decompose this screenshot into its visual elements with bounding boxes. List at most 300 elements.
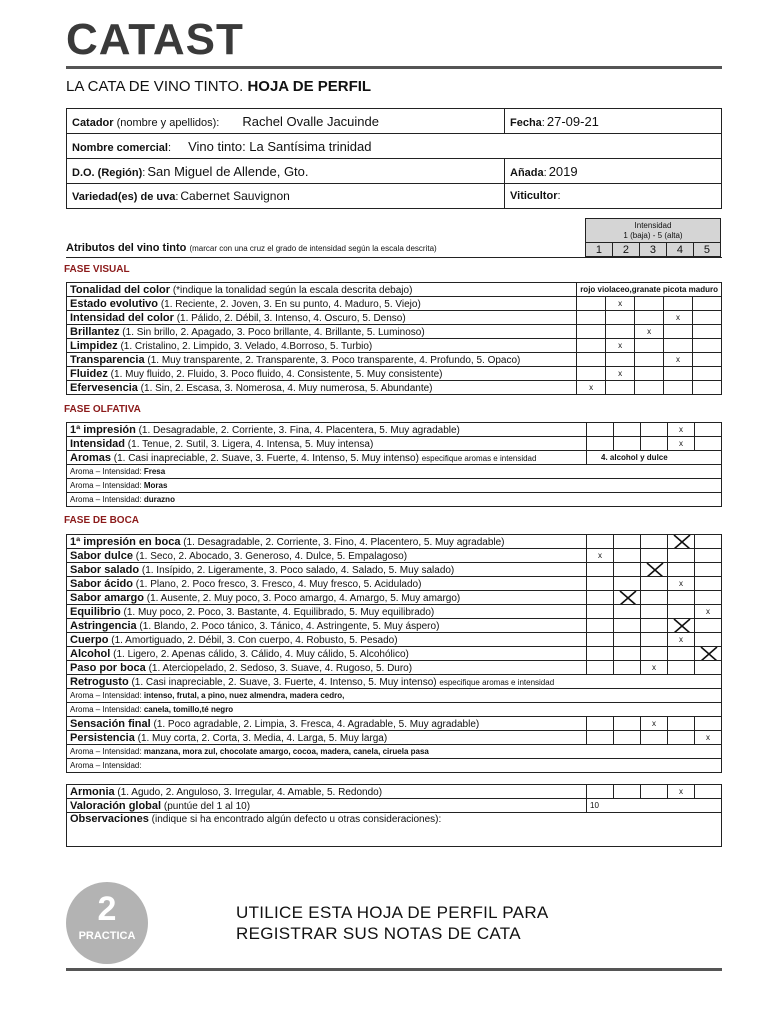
intensity-cell-5[interactable] — [695, 605, 722, 619]
intensity-col-3: 3 — [639, 243, 666, 257]
cross-mark: x — [679, 439, 683, 448]
attribute-row — [67, 661, 722, 675]
aroma-row — [67, 703, 722, 717]
attribute-label: Equilibrio — [70, 605, 121, 618]
anada-label: Añada — [510, 166, 544, 179]
attribute-row — [67, 563, 722, 577]
intensity-cell-1[interactable] — [577, 325, 606, 339]
intensity-cell-3[interactable] — [635, 367, 664, 381]
attribute-label: Brillantez — [70, 325, 120, 338]
intensity-cell-1[interactable] — [577, 297, 606, 311]
intensity-cell-2[interactable] — [606, 297, 635, 311]
valoracion-scale: (puntúe del 1 al 10) — [163, 800, 251, 812]
intensity-cell-3[interactable] — [641, 437, 668, 451]
intensity-cell-3[interactable] — [641, 591, 668, 605]
aroma-prefix: Aroma – Intensidad: — [70, 747, 142, 756]
aroma-row — [67, 479, 722, 493]
retrogusto-row — [67, 675, 722, 689]
attribute-label: Sensación final — [70, 717, 151, 730]
intensity-cell-4[interactable] — [668, 535, 695, 549]
cross-mark: x — [706, 733, 710, 742]
attribute-scale: (1. Pálido, 2. Débil, 3. Intenso, 4. Oscuro, 5. Denso) — [176, 312, 406, 324]
attribute-description — [67, 633, 587, 647]
intensity-cell-3[interactable] — [641, 605, 668, 619]
intensity-cell-5[interactable] — [695, 549, 722, 563]
attribute-label: Alcohol — [70, 647, 111, 660]
intensity-cell-4[interactable] — [668, 563, 695, 577]
intensity-cell-2[interactable] — [614, 563, 641, 577]
cross-mark: x — [706, 607, 710, 616]
intensity-cell-1[interactable] — [587, 535, 614, 549]
cross-mark: x — [618, 341, 623, 350]
intensity-cell-2[interactable] — [614, 647, 641, 661]
nombre-cell[interactable]: Nombre comercial: Vino tinto: La Santísima trinidad — [67, 134, 722, 159]
intensity-cell-1[interactable] — [587, 591, 614, 605]
intensity-cell-5[interactable] — [695, 591, 722, 605]
title-regular: LA CATA DE VINO TINTO. — [66, 78, 244, 95]
intensity-cell-3[interactable] — [641, 731, 668, 745]
footer-line-2: REGISTRAR SUS NOTAS DE CATA — [236, 924, 521, 943]
intensity-cell-2[interactable] — [614, 619, 641, 633]
intensity-cell-2[interactable] — [614, 633, 641, 647]
variedad-value: Cabernet Sauvignon — [180, 189, 290, 203]
attribute-description — [67, 647, 587, 661]
attribute-row — [67, 353, 722, 367]
intensity-cell-1[interactable] — [587, 647, 614, 661]
intensity-cell-3[interactable] — [641, 661, 668, 675]
big-cross-mark-icon — [672, 619, 692, 633]
attribute-row — [67, 605, 722, 619]
intensity-cell-5[interactable] — [695, 619, 722, 633]
intensity-cell-5[interactable] — [695, 423, 722, 437]
intensity-cell-4[interactable] — [668, 605, 695, 619]
intensity-cell-3[interactable] — [635, 297, 664, 311]
catador-label: Catador — [72, 116, 114, 129]
intensity-cell-4[interactable] — [668, 577, 695, 591]
valoracion-value[interactable]: 10 — [587, 799, 722, 813]
intensity-title: Intensidad — [634, 220, 672, 230]
anada-value: 2019 — [548, 163, 578, 179]
intensity-cell-1[interactable] — [587, 717, 614, 731]
intensity-cell-1[interactable] — [587, 661, 614, 675]
intensity-cell-1[interactable] — [587, 549, 614, 563]
attribute-description — [67, 437, 587, 451]
intensity-cell-2[interactable] — [606, 311, 635, 325]
attribute-note: especifique aromas e intensidad — [421, 453, 537, 463]
intensity-col-4: 4 — [666, 243, 693, 257]
intensity-cell-4[interactable] — [668, 423, 695, 437]
observaciones-row — [67, 813, 722, 847]
do-value: San Miguel de Allende, Gto. — [147, 163, 309, 179]
variedad-label: Variedad(es) de uva — [72, 191, 176, 203]
cross-mark: x — [618, 369, 623, 378]
attribute-label: Tonalidad del color — [70, 283, 171, 296]
intensity-cell-2[interactable] — [614, 591, 641, 605]
attribute-scale: (1. Reciente, 2. Joven, 3. En su punto, 4. Maduro, 5. Viejo) — [160, 298, 421, 310]
attribute-scale: (1. Tenue, 2. Sutil, 3. Ligera, 4. Intensa, 5. Muy intensa) — [127, 438, 374, 450]
aroma-value: intenso, frutal, a pino, nuez almendra, madera cedro, — [143, 691, 345, 700]
attribute-row — [67, 647, 722, 661]
intensity-cell-3[interactable] — [635, 381, 664, 395]
attribute-scale: (1. Agudo, 2. Anguloso, 3. Irregular, 4. Amable, 5. Redondo) — [117, 786, 383, 798]
intensity-cell-1[interactable] — [587, 423, 614, 437]
intensity-cell-5[interactable] — [695, 661, 722, 675]
attribute-scale: (*indique la tonalidad según la escala descrita debajo) — [172, 284, 413, 296]
attribute-description — [67, 535, 587, 549]
attribute-row — [67, 549, 722, 563]
intensity-cell-2[interactable] — [614, 785, 641, 799]
visual-table — [66, 282, 722, 395]
cross-mark: x — [652, 663, 656, 672]
fecha-cell[interactable]: Fecha: 27-09-21 — [505, 109, 722, 134]
attribute-row — [67, 717, 722, 731]
attribute-scale: (1. Ausente, 2. Muy poco, 3. Poco amargo, 4. Amargo, 5. Muy amargo) — [146, 592, 461, 604]
attribute-row — [67, 381, 722, 395]
intensity-cell-5[interactable] — [695, 535, 722, 549]
catador-cell[interactable] — [67, 109, 505, 134]
intensity-cell-5[interactable] — [695, 731, 722, 745]
attribute-description — [67, 785, 587, 799]
intensity-cell-3[interactable] — [641, 785, 668, 799]
intensity-cell-5[interactable] — [695, 647, 722, 661]
attribute-label: Persistencia — [70, 731, 135, 744]
cross-mark: x — [598, 551, 602, 560]
attribute-scale: (1. Ligero, 2. Apenas cálido, 3. Cálido, 4. Muy cálido, 5. Alcohólico) — [113, 648, 409, 660]
valoracion-row — [67, 799, 722, 813]
attribute-description — [67, 451, 587, 465]
cross-mark: x — [618, 299, 623, 308]
do-cell[interactable]: D.O. (Región): San Miguel de Allende, Gto. — [67, 159, 505, 184]
catador-sublabel: (nombre y apellidos): — [116, 116, 220, 129]
intensity-cell-4[interactable] — [668, 717, 695, 731]
attribute-description — [67, 605, 587, 619]
attribute-description — [67, 423, 587, 437]
intensity-cell-5[interactable] — [693, 339, 722, 353]
retrogusto-cell[interactable] — [67, 675, 722, 689]
valoracion-description — [67, 799, 587, 813]
intensity-cell-5[interactable] — [693, 367, 722, 381]
aroma-cell[interactable] — [67, 745, 722, 759]
attribute-description — [67, 311, 577, 325]
attribute-row — [67, 339, 722, 353]
intensity-cell-3[interactable] — [635, 325, 664, 339]
intensity-cell-2[interactable] — [614, 731, 641, 745]
intensity-cell-3[interactable] — [641, 535, 668, 549]
attribute-label: Efervesencia — [70, 381, 138, 394]
retrogusto-note: especifique aromas e intensidad — [439, 677, 555, 687]
attribute-description — [67, 661, 587, 675]
intensity-cell-4[interactable] — [668, 591, 695, 605]
attribute-row — [67, 367, 722, 381]
attribute-scale: (1. Muy corta, 2. Corta, 3. Media, 4. Larga, 5. Muy larga) — [137, 732, 388, 744]
intensity-cell-5[interactable] — [695, 437, 722, 451]
phase-olfativa: FASE OLFATIVA — [64, 404, 141, 415]
intensity-cell-5[interactable] — [695, 577, 722, 591]
attribute-label: 1ª impresión — [70, 423, 136, 436]
intensity-cell-4[interactable] — [668, 619, 695, 633]
intensity-cell-4[interactable] — [664, 311, 693, 325]
intensity-col-5: 5 — [693, 243, 720, 257]
attribute-scale: (1. Seco, 2. Abocado, 3. Generoso, 4. Dulce, 5. Empalagoso) — [135, 550, 408, 562]
cross-mark: x — [647, 327, 652, 336]
attribute-row — [67, 437, 722, 451]
attribute-row — [67, 785, 722, 799]
attribute-label: Limpidez — [70, 339, 118, 352]
attribute-label: Paso por boca — [70, 661, 146, 674]
attribute-scale: (1. Muy fluido, 2. Fluido, 3. Poco fluido, 4. Consistente, 5. Muy consistente) — [110, 368, 443, 380]
big-cross-mark-icon — [672, 535, 692, 549]
intensity-cell-5[interactable] — [695, 717, 722, 731]
intensity-cell-3[interactable] — [641, 423, 668, 437]
intensity-cell-4[interactable] — [668, 785, 695, 799]
big-cross-mark-icon — [618, 591, 638, 605]
attribute-row — [67, 423, 722, 437]
intensity-cell-1[interactable] — [587, 731, 614, 745]
intensity-cell-3[interactable] — [641, 633, 668, 647]
attribute-label: Intensidad — [70, 437, 126, 450]
attribute-label: Sabor salado — [70, 563, 140, 576]
intensity-cell-1[interactable] — [587, 437, 614, 451]
intensity-cell-4[interactable] — [664, 325, 693, 339]
intensity-cell-2[interactable] — [614, 423, 641, 437]
intensity-cell-5[interactable] — [693, 297, 722, 311]
intensity-cell-2[interactable] — [614, 661, 641, 675]
intensity-cell-3[interactable] — [641, 647, 668, 661]
attribute-scale: (1. Amortiguado, 2. Débil, 3. Con cuerpo, 4. Robusto, 5. Pesado) — [111, 634, 398, 646]
intensity-cell-4[interactable] — [664, 381, 693, 395]
intensity-cell-3[interactable] — [635, 339, 664, 353]
intensity-cell-1[interactable] — [587, 619, 614, 633]
attribute-scale: (1. Muy poco, 2. Poco, 3. Bastante, 4. Equilibrado, 5. Muy equilibrado) — [123, 606, 435, 618]
attribute-label: 1ª impresión en boca — [70, 535, 181, 548]
intensity-cell-1[interactable] — [587, 633, 614, 647]
aroma-value: canela, tomillo,té negro — [143, 705, 234, 714]
intensity-cell-4[interactable] — [668, 661, 695, 675]
intensity-cell-5[interactable] — [693, 381, 722, 395]
cross-mark: x — [679, 425, 683, 434]
intensity-cell-4[interactable] — [664, 339, 693, 353]
intensity-cell-3[interactable] — [641, 717, 668, 731]
intensity-cell-1[interactable] — [587, 577, 614, 591]
intensity-cell-1[interactable] — [577, 367, 606, 381]
attribute-scale: (1. Desagradable, 2. Corriente, 3. Fina, 4. Placentera, 5. Muy agradable) — [138, 424, 460, 436]
fecha-value: 27-09-21 — [546, 113, 599, 129]
intensity-cell-5[interactable] — [693, 353, 722, 367]
aroma-cell[interactable] — [67, 493, 722, 507]
cross-mark: x — [652, 719, 656, 728]
intensity-cell-5[interactable] — [695, 563, 722, 577]
intensity-cell-4[interactable] — [668, 731, 695, 745]
attribute-description — [67, 297, 577, 311]
intensity-cell-5[interactable] — [693, 325, 722, 339]
attribute-row — [67, 297, 722, 311]
intensity-cell-5[interactable] — [695, 633, 722, 647]
aroma-row — [67, 759, 722, 773]
intensity-cell-5[interactable] — [693, 311, 722, 325]
intensity-cell-4[interactable] — [668, 633, 695, 647]
attribute-description — [67, 353, 577, 367]
aroma-prefix: Aroma – Intensidad: — [70, 467, 142, 476]
attribute-row — [67, 283, 722, 297]
aroma-value: Moras — [143, 481, 168, 490]
observaciones-label: Observaciones — [70, 813, 149, 825]
intensity-cell-1[interactable] — [577, 353, 606, 367]
big-cross-mark-icon — [645, 563, 665, 577]
observaciones-scale: (indique si ha encontrado algún defecto u otras consideraciones): — [151, 814, 442, 825]
attribute-scale: (1. Casi inapreciable, 2. Suave, 3. Fuerte, 4. Intenso, 5. Muy intenso) — [113, 452, 419, 464]
attribute-row — [67, 731, 722, 745]
intensity-cell-3[interactable] — [635, 353, 664, 367]
cross-mark: x — [676, 355, 681, 364]
attribute-description — [67, 563, 587, 577]
attribute-row — [67, 591, 722, 605]
bottom-divider — [66, 968, 722, 971]
do-label: D.O. (Región) — [72, 166, 143, 179]
intensity-cell-1[interactable] — [587, 563, 614, 577]
variedad-cell[interactable]: Variedad(es) de uva: Cabernet Sauvignon — [67, 184, 505, 209]
attribute-label: Intensidad del color — [70, 311, 174, 324]
attributes-note: (marcar con una cruz el grado de intensidad según la escala descrita) — [189, 244, 437, 253]
attribute-label: Aromas — [70, 451, 111, 464]
footer-instructions — [236, 902, 549, 944]
nombre-value: Vino tinto: La Santísima trinidad — [188, 138, 372, 154]
attribute-row — [67, 619, 722, 633]
aroma-row — [67, 689, 722, 703]
cross-mark: x — [676, 313, 681, 322]
aroma-prefix: Aroma – Intensidad: — [70, 495, 142, 504]
intensity-cell-4[interactable] — [664, 353, 693, 367]
intensity-cell-1[interactable] — [577, 381, 606, 395]
nombre-label: Nombre comercial — [72, 141, 168, 154]
intensity-col-1: 1 — [586, 243, 613, 257]
attribute-scale: (1. Desagradable, 2. Corriente, 3. Fino, 4. Placentero, 5. Muy agradable) — [183, 536, 505, 548]
intensity-cell-2[interactable] — [606, 367, 635, 381]
attribute-label: Fluidez — [70, 367, 108, 380]
attribute-row — [67, 451, 722, 465]
intensity-cell-2[interactable] — [614, 717, 641, 731]
intensity-cell-1[interactable] — [577, 339, 606, 353]
intensity-cell-3[interactable] — [641, 549, 668, 563]
attribute-scale: (1. Blando, 2. Poco tánico, 3. Tánico, 4. Astringente, 5. Muy áspero) — [139, 620, 440, 632]
aroma-cell[interactable] — [67, 689, 722, 703]
aroma-cell[interactable] — [67, 465, 722, 479]
intensity-cell-2[interactable] — [606, 339, 635, 353]
attribute-label: Sabor ácido — [70, 577, 133, 590]
aroma-prefix: Aroma – Intensidad: — [70, 691, 142, 700]
intensity-cell-1[interactable] — [587, 605, 614, 619]
attribute-scale: (1. Cristalino, 2. Limpido, 3. Velado, 4.Borroso, 5. Turbio) — [120, 340, 373, 352]
intensity-header — [585, 218, 721, 257]
attribute-label: Sabor dulce — [70, 549, 133, 562]
aroma-value: durazno — [143, 495, 175, 504]
cross-mark: x — [589, 383, 594, 392]
attribute-scale: (1. Poco agradable, 2. Limpia, 3. Fresca, 4. Agradable, 5. Muy agradable) — [153, 718, 480, 730]
cross-mark: x — [679, 787, 683, 796]
intensity-cell-1[interactable] — [587, 785, 614, 799]
aroma-value: manzana, mora zul, chocolate amargo, cocoa, madera, canela, ciruela pasa — [143, 747, 429, 756]
observaciones-cell[interactable] — [67, 813, 722, 847]
badge-text: PRACTICA — [78, 930, 136, 942]
attribute-description — [67, 619, 587, 633]
aroma-cell[interactable] — [67, 703, 722, 717]
attribute-row — [67, 325, 722, 339]
aroma-row — [67, 493, 722, 507]
intensity-cell-5[interactable] — [695, 785, 722, 799]
attribute-description — [67, 367, 577, 381]
attribute-description — [67, 549, 587, 563]
retrogusto-label: Retrogusto — [70, 675, 129, 688]
intensity-col-2: 2 — [612, 243, 639, 257]
intensity-cell-3[interactable] — [641, 619, 668, 633]
intensity-cell-2[interactable] — [614, 437, 641, 451]
attribute-description — [67, 339, 577, 353]
attribute-label: Sabor amargo — [70, 591, 144, 604]
aroma-prefix: Aroma – Intensidad: — [70, 705, 142, 714]
intensity-cell-1[interactable] — [577, 311, 606, 325]
attribute-row — [67, 633, 722, 647]
intensity-cell-2[interactable] — [606, 353, 635, 367]
attribute-description — [67, 577, 587, 591]
attributes-label: Atributos del vino tinto — [66, 242, 187, 254]
intensity-cell-3[interactable] — [641, 563, 668, 577]
intensity-cell-3[interactable] — [635, 311, 664, 325]
attribute-answer[interactable]: 4. alcohol y dulce — [587, 451, 722, 465]
intensity-scale: 1 (baja) - 5 (alta) — [623, 230, 683, 240]
intensity-cell-4[interactable] — [664, 297, 693, 311]
intensity-cell-4[interactable] — [668, 647, 695, 661]
aroma-row — [67, 745, 722, 759]
intensity-cell-4[interactable] — [668, 437, 695, 451]
catast-logo: CATAST — [66, 15, 244, 64]
intensity-cell-2[interactable] — [606, 381, 635, 395]
attribute-scale: (1. Sin brillo, 2. Apagado, 3. Poco brillante, 4. Brillante, 5. Luminoso) — [122, 326, 425, 338]
attribute-row — [67, 577, 722, 591]
viticultor-cell[interactable]: Viticultor: — [505, 184, 722, 209]
aroma-cell[interactable] — [67, 479, 722, 493]
intensity-cell-4[interactable] — [668, 549, 695, 563]
cross-mark: x — [679, 579, 683, 588]
phase-visual: FASE VISUAL — [64, 264, 130, 275]
intensity-cell-2[interactable] — [614, 605, 641, 619]
fecha-label: Fecha — [510, 116, 542, 129]
big-cross-mark-icon — [699, 647, 719, 661]
attributes-heading — [66, 242, 437, 254]
badge-number: 2 — [97, 890, 117, 928]
intensity-cell-3[interactable] — [641, 577, 668, 591]
final-table — [66, 784, 722, 847]
attribute-description — [67, 381, 577, 395]
info-table — [66, 108, 722, 209]
aroma-cell[interactable] — [67, 759, 722, 773]
attribute-label: Transparencia — [70, 353, 145, 366]
anada-cell[interactable]: Añada: 2019 — [505, 159, 722, 184]
attribute-scale: (1. Sin, 2. Escasa, 3. Nomerosa, 4. Muy numerosa, 5. Abundante) — [140, 382, 433, 394]
attribute-scale: (1. Muy transparente, 2. Transparente, 3. Poco transparente, 4. Profundo, 5. Opaco) — [147, 354, 521, 366]
intensity-cell-2[interactable] — [614, 577, 641, 591]
attribute-row — [67, 311, 722, 325]
intensity-cell-4[interactable] — [664, 367, 693, 381]
practice-badge — [66, 882, 148, 964]
cross-mark: x — [679, 635, 683, 644]
attribute-answer[interactable]: rojo violaceo,granate picota maduro — [577, 283, 722, 297]
attribute-description — [67, 283, 577, 297]
attribute-label: Armonia — [70, 785, 115, 798]
intensity-title-cell — [586, 219, 721, 243]
intensity-cell-2[interactable] — [614, 535, 641, 549]
intensity-cell-2[interactable] — [614, 549, 641, 563]
attribute-row — [67, 535, 722, 549]
intensity-cell-2[interactable] — [606, 325, 635, 339]
